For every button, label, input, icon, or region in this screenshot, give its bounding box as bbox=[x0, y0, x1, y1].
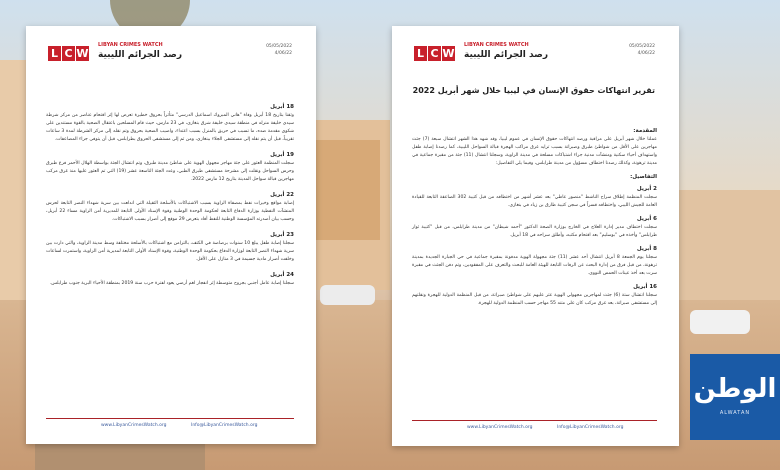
section-text: سجلنا إصابة عامل أجنبي بجروح متوسطة إثر انفجار لغم أرضي يعود لفترة حرب سنة 2019 بمنطقة الأحياء البرية جنوب طرابلس. bbox=[49, 281, 294, 286]
page-footer bbox=[412, 420, 657, 432]
section-text: سجلت اختطاف مدير إدارة العلاج في الخارج بوزارة الصحة الدكتور "أحمد شيطان" من مدينة طرابلس، من قبل "كتيبة ثوار طرابلس" وأخذه في "بوسليم" بعد اقتحام مكتبه، وأطلق سراحه في 18 أبريل. bbox=[412, 225, 657, 238]
section-heading: 8 أبريل bbox=[636, 246, 657, 252]
section-text: سجلنا يوم الجمعة 8 أبريل انتشال أحد عشر (11) جثة مجهولة الهوية مدفونة بمقبرة جماعية في حي الجبارة الجديدة بمدينة ترهونة، من قبل فرق من إدارة البحث عن الرفات التابعة للهيئة العامة للبحث والتعرف على المفقودين، وتم دفن الجثث في مقبرة سرت بعد أخذ عينات الحمض النووي. bbox=[412, 255, 657, 276]
header-dates bbox=[266, 43, 292, 57]
page-header bbox=[48, 40, 292, 68]
logo-name-ar: رصد الجرائم الليبية bbox=[464, 50, 549, 60]
document-page-right bbox=[392, 26, 679, 446]
logo-letter: L bbox=[414, 46, 427, 61]
section-text: سجلنا إصابة طفل يبلغ 10 سنوات برصاصة في الكتف، بالتزامن مع اشتباكات بالأسلحة مختلفة وسط مدينة الزاوية، والتي دارت بين سرية شهداء النصر التابعة لوزارة الدفاع بحكومة الوحدة الوطنية، وقوة الإسناد الأولى التابعة لمديرية أمن الزاوية، واستمرت لساعات وخلفت أضرار مادية جسيمة في 3 منازل على الأقل. bbox=[46, 241, 294, 262]
logo-name-en: LIBYAN CRIMES WATCH bbox=[464, 42, 529, 48]
page-body bbox=[412, 122, 657, 310]
logo-name-en: LIBYAN CRIMES WATCH bbox=[98, 42, 163, 48]
footer-email-link[interactable]: Info@LibyanCrimesWatch.org bbox=[557, 425, 624, 430]
logo-letter: L bbox=[48, 46, 61, 61]
footer-website-link[interactable]: www.LibyanCrimesWatch.org bbox=[101, 423, 167, 428]
date: 05/05/2022 bbox=[266, 44, 292, 49]
date: 4/06/22 bbox=[274, 51, 292, 56]
logo-letter: C bbox=[428, 46, 441, 61]
logo-name-ar: رصد الجرائم الليبية bbox=[98, 50, 183, 60]
logo-letter: W bbox=[442, 47, 455, 60]
page-body bbox=[46, 98, 294, 290]
bg-car bbox=[690, 310, 750, 334]
section-text: وثقنا بتاريخ 18 أبريل وفاة "هاني المبروك اسماعيل الدرسي" متأثراً بحروق خطيرة تعرض لها إثر اقتحام عناصر من مركز شرطة سيدي خليفة منزله في منطقة سيدي خليفة شرق بنغازي، في 23 مارس، حيث قام المسلحين باعتقال الضحية بالقوة مستندين على شكوى مقدمة ضده، ما تسبب في حريق بالمنزل بسبب اعتداء، واصيب الضحية بحروق وتم نقله إلى مركز الشرطة لمدة 3 ساعات تقريباً، قبل أن يتم نقله إلى مستشفى الجلاء ببنغازي، ومن ثم إلى مستشفى الحروق بطرابلس، قبل أن يتوفى جراء المضاعفات. bbox=[46, 113, 294, 142]
logo-letter: W bbox=[76, 47, 89, 60]
section-heading: 23 أبريل bbox=[270, 232, 294, 238]
lcw-logo bbox=[48, 40, 183, 68]
alwatan-logo-en: ALWATAN bbox=[719, 410, 751, 416]
document-title: تقرير انتهاكات حقوق الإنسان في ليبيا خلال شهر أبريل 2022 bbox=[412, 86, 655, 95]
section-heading: 19 أبريل bbox=[270, 152, 294, 158]
header-dates bbox=[629, 43, 655, 57]
section-text: سجلت المنظمة إطلاق سراح الناشط "منصور عاطي" بعد عشر أشهر من اختطافه من قبل كتيبة 302 الصاعقة التابعة للقيادة العامة للجيش الليبي، واختطافه قسراً في سجن كتيبة طارق بن زياد في بنغازي. bbox=[412, 195, 657, 208]
section-text: عملنا خلال شهر أبريل على مراقبة ورصد انتهاكات حقوق الإنسان في عموم ليبيا، وقد شهد هذا الشهر انتشال سبعة (7) جثث مهاجرين على الأقل من شواطئ طبرق وصبراتة بسبب تزايد غرق مراكب الهجرة قبالة السواحل الليبية، كما رصدنا إصابة طفل واستهداف أحياء سكنية ومنشآت مدنية جراء اشتباكات مسلحة في مدينة الزاوية، وسجلنا انتشال (11) جثة من مقبرة جماعية في مدينة ترهونة، وكذلك رصدنا اختطاف مسؤول من مدينة طرابلس، وفيما يلي التفاصيل: bbox=[412, 137, 657, 166]
section-heading: 22 أبريل bbox=[270, 192, 294, 198]
footer-email-link[interactable]: Info@LibyanCrimesWatch.org bbox=[191, 423, 258, 428]
lcw-logo bbox=[414, 40, 549, 68]
section-heading: التفاصيل: bbox=[630, 174, 657, 180]
bg-car bbox=[320, 285, 375, 305]
page-footer bbox=[46, 418, 294, 430]
section-text: إصابة مواقع وخيرات نفط بمصفاة الزاوية بسبب الاشتباكات بالأسلحة الثقيلة التي اندلعت بين سرية شهداء النصر التابعة لحرس المنشآت النفطية بوزارة الدفاع التابعة لحكومة الوحدة الوطنية وقوة الإسناد الأولى التابعة للمديرية أمن الزاوية مساء 22 أبريل، وحسب بيان أصدرته المؤسسة الوطنية للنفط أفاد بتعرض 29 موقع إلى أضرار بسبب الاشتباكات. bbox=[46, 201, 294, 222]
section-heading: 6 أبريل bbox=[636, 216, 657, 222]
document-page-left bbox=[26, 26, 316, 444]
section-heading: المقدمة: bbox=[633, 128, 657, 134]
footer-rule bbox=[46, 418, 294, 419]
section-text: سجلت المنظمة العثور على جثة مهاجر مجهول الهوية على شاطئ مدينة طبرق، وتم انتشال الجثة بواسطة الهلال الأحمر فرع طبرق وحرس السواحل ونقلت إلى مشرحة مستشفى طبرق الطبي، وعدد الجثة التاسعة عشر (19) التي تم العثور عليها منذ غرق مركب مهاجرين قبالة سواحل المدينة بتاريخ 12 مارس 2022. bbox=[46, 161, 294, 182]
alwatan-logo-ar: الوطن bbox=[693, 374, 777, 404]
section-text: سجلنا انتشال ستة (6) جثث لمهاجرين مجهولي الهوية عثر عليهم على شواطئ صبراتة، من قبل المنظمة الدولية للهجرة ونقلتهم إلى مستشفى صبراتة، بعد غرق مركب كان على متنه 55 مهاجر حسب المنظمة الدولية للهجرة. bbox=[412, 293, 657, 306]
footer-rule bbox=[412, 420, 657, 421]
section-heading: 24 أبريل bbox=[270, 272, 294, 278]
section-heading: 16 أبريل bbox=[633, 284, 657, 290]
section-heading: 2 أبريل bbox=[636, 186, 657, 192]
footer-website-link[interactable]: www.LibyanCrimesWatch.org bbox=[467, 425, 533, 430]
date: 05/05/2022 bbox=[629, 44, 655, 49]
alwatan-logo bbox=[690, 354, 780, 440]
date: 4/06/22 bbox=[637, 51, 655, 56]
page-header bbox=[414, 40, 655, 68]
section-heading: 18 أبريل bbox=[270, 104, 294, 110]
logo-letter: C bbox=[62, 46, 75, 61]
